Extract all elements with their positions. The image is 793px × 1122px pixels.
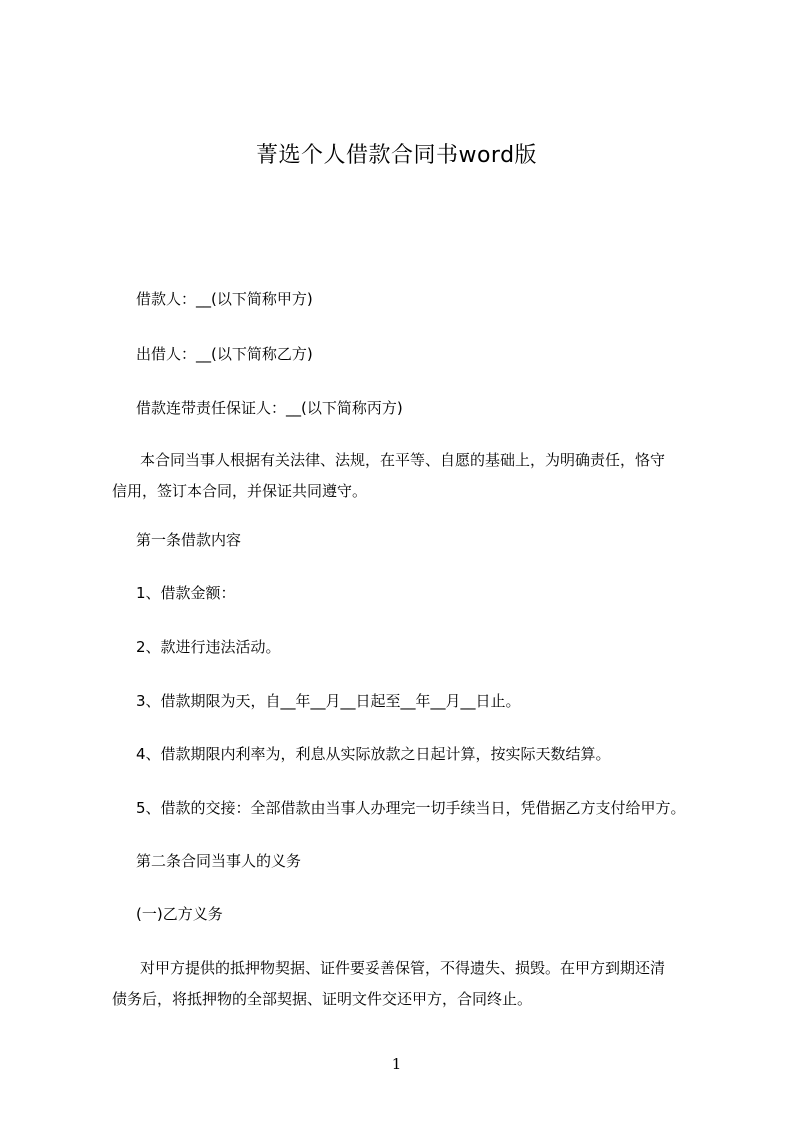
subsection-heading-lender-obligations: [112, 899, 716, 930]
paragraph-lender: [112, 339, 716, 370]
paragraph-line: 出借人：__(以下简称乙方): [136, 345, 313, 363]
clause-5: [112, 793, 716, 824]
paragraph-line: 债务后，将抵押物的全部契据、证明文件交还甲方，合同终止。: [112, 990, 533, 1008]
paragraph-line: (一)乙方义务: [136, 905, 223, 923]
paragraph-line: 第二条合同当事人的义务: [136, 852, 302, 870]
clause-4: [112, 739, 716, 770]
clause-2: [112, 632, 716, 663]
paragraph-line: 本合同当事人根据有关法律、法规，在平等、自愿的基础上，为明确责任，恪守: [140, 451, 666, 469]
paragraph-line: 3、借款期限为天，自__年__月__日起至__年__月__日止。: [136, 692, 521, 710]
paragraph-line: 4、借款期限内利率为，利息从实际放款之日起计算，按实际天数结算。: [136, 745, 611, 763]
paragraph-line: 信用，签订本合同，并保证共同遵守。: [112, 482, 368, 500]
page-number: 1: [391, 1055, 402, 1073]
paragraph-borrower: [112, 284, 716, 315]
paragraph-line: 借款连带责任保证人：__(以下简称丙方): [136, 399, 403, 417]
paragraph-line: 2、款进行违法活动。: [136, 638, 281, 656]
paragraph-line: 1、借款金额：: [136, 584, 236, 602]
paragraph-preamble: [112, 445, 716, 507]
paragraph-line: 借款人：__(以下简称甲方): [136, 290, 313, 308]
section-heading-1: [112, 525, 716, 556]
clause-1: [112, 578, 716, 609]
document-title: 菁选个人借款合同书word版: [255, 143, 538, 168]
paragraph-lender-obligations: [112, 953, 716, 1015]
paragraph-guarantor: [112, 393, 716, 424]
paragraph-line: 对甲方提供的抵押物契据、证件要妥善保管，不得遗失、损毁。在甲方到期还清: [140, 959, 666, 977]
paragraph-line: 第一条借款内容: [136, 531, 242, 549]
paragraph-line: 5、借款的交接：全部借款由当事人办理完一切手续当日，凭借据乙方支付给甲方。: [136, 799, 686, 817]
section-heading-2: [112, 846, 716, 877]
clause-3: [112, 686, 716, 717]
